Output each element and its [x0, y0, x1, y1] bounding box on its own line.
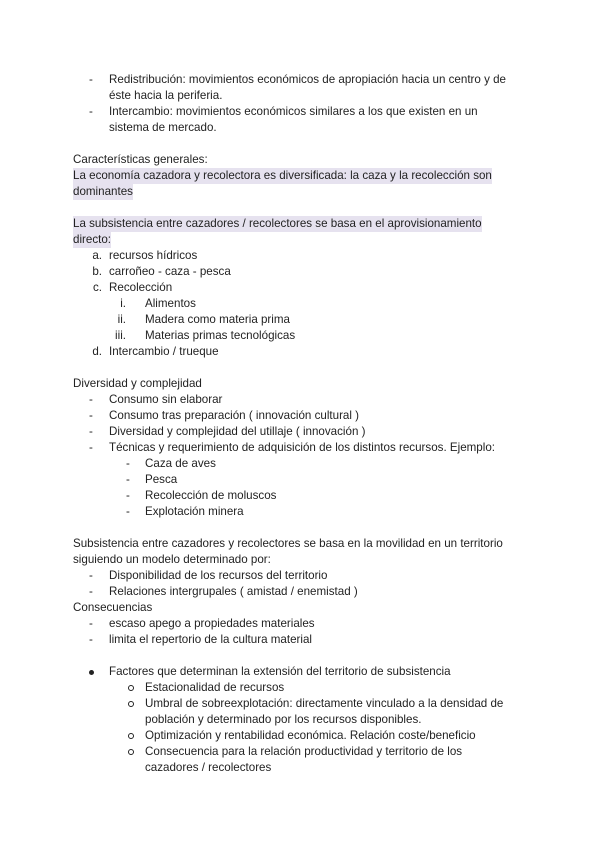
list-item: - Técnicas y requerimiento de adquisición de los distintos recursos. Ejemplo: [89, 441, 496, 454]
list-item-text: Intercambio: movimientos económicos similares a los que existen en un [109, 105, 478, 118]
list-item: - Consumo tras preparación ( innovación cultural ) [89, 409, 360, 422]
sub-list-item: iii. Materias primas tecnológicas [0, 328, 600, 344]
letter-marker: d. [92, 345, 102, 358]
section-heading: Diversidad y complejidad [73, 377, 202, 390]
sub-list-item: - Caza de aves [126, 457, 216, 470]
sub-list-item: ii. Madera como materia prima [0, 312, 600, 328]
sub-bullet-item: Estacionalidad de recursos [0, 680, 600, 696]
highlighted-paragraph-continuation: directo: [73, 233, 112, 246]
dash-marker: - [89, 73, 93, 86]
list-item: - limita el repertorio de la cultura material [89, 633, 312, 646]
list-item: c. Recolección [0, 280, 600, 296]
dash-marker: - [89, 393, 93, 406]
list-item: - Consumo sin elaborar [89, 393, 223, 406]
dash-marker: - [126, 505, 130, 518]
list-item-continuation: sistema de mercado. [109, 121, 217, 134]
list-item: - Relaciones intergrupales ( amistad / enemistad ) [89, 585, 358, 598]
dash-marker: - [89, 633, 93, 646]
dash-marker: - [126, 457, 130, 470]
sub-list-item: - Pesca [126, 473, 178, 486]
letter-marker: b. [92, 265, 102, 278]
bullet-circle-icon [128, 744, 134, 760]
list-item [0, 104, 600, 120]
paragraph-continuation: siguiendo un modelo determinado por: [73, 553, 271, 566]
list-item [0, 72, 600, 88]
section-heading: Consecuencias [73, 601, 153, 614]
highlighted-paragraph-continuation: dominantes [73, 185, 133, 198]
bullet-dot-icon [89, 664, 94, 680]
bullet-circle-icon [128, 728, 134, 744]
list-item: - Disponibilidad de los recursos del territorio [89, 569, 328, 582]
bullet-circle-icon [128, 696, 134, 712]
list-item: - Diversidad y complejidad del utillaje ( innovación ) [89, 425, 366, 438]
bullet-circle-icon [128, 680, 134, 696]
list-item: a. recursos hídricos [0, 248, 600, 264]
highlighted-paragraph: La economía cazadora y recolectora es diversificada: la caza y la recolección son [73, 169, 492, 182]
dash-marker: - [89, 425, 93, 438]
list-item-text: Redistribución: movimientos económicos de apropiación hacia un centro y de [109, 73, 506, 86]
sub-list-item: - Explotación minera [126, 505, 244, 518]
list-item-continuation: éste hacia la periferia. [109, 89, 223, 102]
sub-bullet-continuation: población y determinado por los recursos disponibles. [145, 713, 422, 726]
sub-bullet-item: Consecuencia para la relación productividad y territorio de los [0, 744, 600, 760]
paragraph: Subsistencia entre cazadores y recolectores se basa en la movilidad en un territorio [73, 537, 503, 550]
letter-marker: a. [92, 249, 102, 262]
dash-marker: - [126, 489, 130, 502]
dash-marker: - [89, 585, 93, 598]
bullet-item: Factores que determinan la extensión del territorio de subsistencia [0, 664, 600, 680]
dash-marker: - [89, 441, 93, 454]
list-item: - escaso apego a propiedades materiales [89, 617, 315, 630]
roman-marker: iii. [115, 329, 126, 342]
roman-marker: i. [120, 297, 126, 310]
dash-marker: - [89, 569, 93, 582]
dash-marker: - [89, 105, 93, 118]
sub-list-item: i. Alimentos [0, 296, 600, 312]
sub-bullet-continuation: cazadores / recolectores [145, 761, 272, 774]
list-item: d. Intercambio / trueque [0, 344, 600, 360]
list-item: b. carroñeo - caza - pesca [0, 264, 600, 280]
sub-bullet-item: Umbral de sobreexplotación: directamente vinculado a la densidad de [0, 696, 600, 712]
roman-marker: ii. [117, 313, 126, 326]
letter-marker: c. [92, 281, 102, 294]
sub-bullet-item: Optimización y rentabilidad económica. Relación coste/beneficio [0, 728, 600, 744]
highlighted-paragraph: La subsistencia entre cazadores / recolectores se basa en el aprovisionamiento [73, 217, 482, 230]
section-heading: Características generales: [73, 153, 208, 166]
sub-list-item: - Recolección de moluscos [126, 489, 277, 502]
dash-marker: - [89, 617, 93, 630]
dash-marker: - [89, 409, 93, 422]
dash-marker: - [126, 473, 130, 486]
